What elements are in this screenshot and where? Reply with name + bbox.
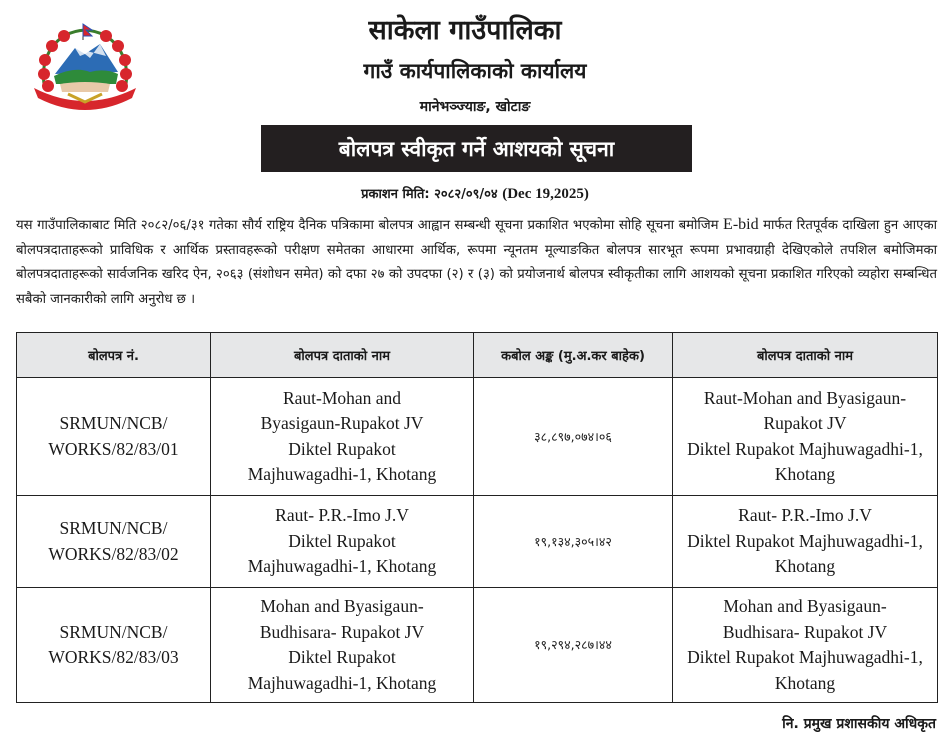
bidder-right-line: Diktel Rupakot Majhuwagadhi-1, [687, 530, 923, 551]
bid-no-cell [17, 496, 211, 588]
col-header-amount: कबोल अङ्क (मु.अ.कर बाहेक) [474, 333, 673, 378]
bidder-right-line: Raut- P.R.-Imo J.V [738, 505, 872, 526]
office-name: साकेला गाउँपालिका [368, 15, 562, 46]
bidder-line: Majhuwagadhi-1, Khotang [247, 556, 437, 577]
bidder-right-line: Khotang [774, 556, 836, 577]
amount-cell: १९,२९४,२८७।४४ [474, 588, 673, 703]
bidder-cell [211, 588, 474, 703]
notice-title: बोलपत्र स्वीकृत गर्ने आशयको सूचना [338, 136, 615, 161]
publish-date [0, 184, 950, 203]
bidder-line: Majhuwagadhi-1, Khotang [247, 672, 437, 693]
publish-date-en: (Dec 19,2025) [502, 186, 589, 202]
col-header-bidder-name-2: बोलपत्र दाताको नाम [673, 333, 938, 378]
signatory-title: नि. प्रमुख प्रशासकीय अधिकृत [782, 716, 936, 732]
bidder-line: Mohan and Byasigaun- [260, 596, 424, 616]
bidder-right-cell [673, 588, 938, 703]
bid-no-line: WORKS/82/83/02 [48, 543, 179, 564]
bidder-right-line: Mohan and Byasigaun- [723, 596, 887, 616]
bidder-cell [211, 378, 474, 496]
amount-cell: ३८,८९७,०७४।०६ [474, 378, 673, 496]
paragraph-ebid: E-bid [723, 216, 759, 233]
bidder-right-line: Budhisara- Rupakot JV [722, 621, 888, 642]
office-subtitle: गाउँ कार्यपालिकाको कार्यालय [363, 59, 587, 83]
bid-no-line: SRMUN/NCB/ [59, 621, 168, 642]
bid-no-line: SRMUN/NCB/ [59, 518, 168, 538]
table-row [17, 588, 938, 703]
publish-label: प्रकाशन मिति: [361, 187, 430, 202]
bidder-line: Diktel Rupakot [288, 647, 396, 667]
paragraph-part2: मार्फत रितपूर्वक दाखिला हुन आएका बोलपत्रदाताहरूको प्राविधिक र आर्थिक प्रस्तावहरूको परीक्षण समेतका आधारमा आर्थिक, रूपमा न्यूनतम मूल्याङकित बोलपत्र सारभूत रूपमा प्रभावग्राही देखिएकोले तपशिल बमोजिमका बोलपत्रदाताहरूको सार्वजनिक खरिद ऐन, २०६३ (संशोधन समेत) को दफा २७ को उपदफा (२) र (३) को प्रयोजनार्थ बोलपत्र स्वीकृतीका लागि आशयको सूचना प्रकाशित गरिएको व्यहोरा सम्बन्धित सबैको जानकारीको लागि अनुरोध छ । [16, 218, 937, 307]
bidder-right-cell [673, 378, 938, 496]
bidder-right-cell [673, 496, 938, 588]
bidder-line: Majhuwagadhi-1, Khotang [247, 464, 437, 484]
publish-date-np: २०८२/०९/०४ [434, 187, 498, 202]
bidder-cell [211, 496, 474, 588]
bidder-right-line: Raut-Mohan and Byasigaun- [703, 387, 907, 408]
bidder-line: Byasigaun-Rupakot JV [260, 413, 424, 433]
paragraph-part1: यस गाउँपालिकाबाट मिति २०८२/०६/३१ गतेका सौर्य राष्ट्रिय दैनिक पत्रिकामा बोलपत्र आह्वान सम्बन्धी सूचना प्रकाशित भएकोमा सोहि सूचना बमोजिम [16, 218, 719, 233]
bid-table [16, 332, 938, 703]
bidder-line: Diktel Rupakot [288, 530, 396, 551]
notice-paragraph [16, 213, 937, 312]
col-header-bidder-name: बोलपत्र दाताको नाम [211, 333, 474, 378]
bidder-line: Raut- P.R.-Imo J.V [275, 505, 409, 526]
bid-no-cell [17, 378, 211, 496]
bidder-right-line: Diktel Rupakot Majhuwagadhi-1, [687, 647, 923, 667]
bid-no-line: WORKS/82/83/03 [48, 647, 179, 667]
notice-title-banner [261, 125, 692, 172]
bid-no-cell [17, 588, 211, 703]
amount-cell: १९,१३४,३०५।४२ [474, 496, 673, 588]
bidder-line: Raut-Mohan and [282, 387, 402, 408]
table-row [17, 496, 938, 588]
col-header-bid-no: बोलपत्र नं. [17, 333, 211, 378]
bidder-right-line: Diktel Rupakot Majhuwagadhi-1, [687, 438, 923, 459]
bidder-right-line: Rupakot JV [763, 413, 847, 433]
table-row [17, 378, 938, 496]
bidder-right-line: Khotang [774, 464, 836, 484]
office-address: मानेभञ्ज्याङ, खोटाङ [419, 99, 531, 115]
bid-no-line: WORKS/82/83/01 [48, 438, 179, 459]
table-header-row [17, 333, 938, 378]
bidder-line: Diktel Rupakot [288, 438, 396, 459]
bid-no-line: SRMUN/NCB/ [59, 413, 168, 433]
bidder-line: Budhisara- Rupakot JV [259, 621, 425, 642]
bidder-right-line: Khotang [774, 672, 836, 693]
